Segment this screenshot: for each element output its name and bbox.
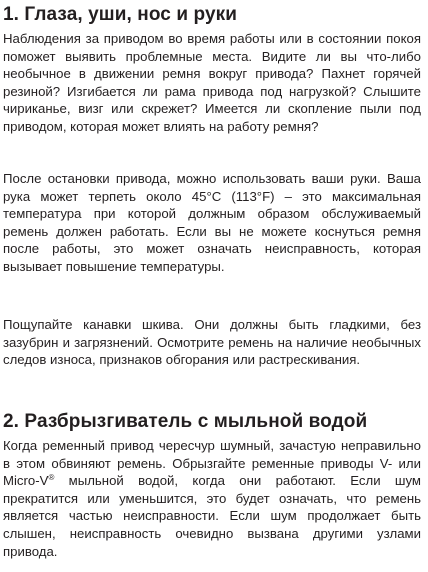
paragraph-pulley-grooves: Пощупайте канавки шкива. Они должны быть гладкими, без зазубрин и загрязнений. Осмотрите ремень на наличие необычных следов износа, признаков обгорания или растрескивания. <box>3 317 421 368</box>
paragraph-soapy-water-end: мыльной водой, когда они работают. Если шум прекратится или уменьшится, это будет означать, что ремень является частью неисправности. Если шум продолжает быть слышен, неисправность очевидно вызвана другими узлами привода. <box>3 473 421 559</box>
paragraph-observation: Наблюдения за приводом во время работы или в состоянии покоя поможет выявить проблемные места. Видите ли вы что-либо необычное в движении ремня вокруг привода? Пахнет горячей резиной? Изгибается ли рама привода под нагрузкой? Слышите чириканье, визг или скрежет? Имеется ли скопление пыли под приводом, которая может влиять на работу ремня? <box>3 31 421 134</box>
paragraph-soapy-water <box>3 437 421 560</box>
section-heading-eyes-ears-nose-hands: 1. Глаза, уши, нос и руки <box>3 4 238 25</box>
paragraph-soapy-water-start: Когда ременный привод чересчур шумный, зачастую неправильно в этом обвиняют ремень. Обрызгайте ременные приводы V- или Micro-V <box>3 438 421 489</box>
paragraph-hands-temperature: После остановки привода, можно использовать ваши руки. Ваша рука может терпеть около 45°C (113°F) – это максимальная температура при которой должным образом обслуживаемый ремень должен работать. Если вы не можете коснуться ремня после работы, это может означать неисправность, которая вызывает повышение температуры. <box>3 171 421 274</box>
section-heading-soapy-water-sprayer: 2. Разбрызгиватель с мыльной водой <box>3 411 368 432</box>
registered-trademark-mark: ® <box>48 473 55 483</box>
